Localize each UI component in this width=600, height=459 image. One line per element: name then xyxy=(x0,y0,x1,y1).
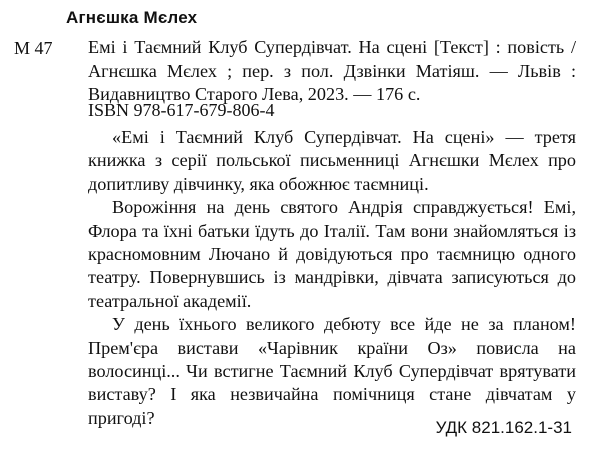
author-heading: Агнєшка Мєлех xyxy=(66,8,198,27)
isbn-number: ISBN 978-617-679-806-4 xyxy=(88,100,275,120)
bibliographic-description: Емі і Таємний Клуб Супердівчат. На сцені [Текст] : повість / Агнєшка Мєлех ; пер. з пол. Дзвінки Матіяш. — Львів : Видавництво Старого Лева, 2023. — 176 с. xyxy=(88,37,576,104)
udk-code: УДК 821.162.1-31 xyxy=(435,418,572,437)
annotation-paragraph: Ворожіння на день святого Андрія справджується! Емі, Флора та їхні батьки їдуть до Італії. Там вони знайомляться із красномовним Лючано й довідуються про таємницю одного театру. Повернувшись із мандрівки, дівчата записуються до театральної академії. xyxy=(88,197,576,311)
annotation-paragraph: У день їхнього великого дебюту все йде не за планом! Прем'єра вистави «Чарівник країни Оз» повисла на волосинці... Чи встигне Таємний Клуб Супердівчат врятувати виставу? І яка незвичайна помічниця стане дівчатам у пригоді? xyxy=(88,314,576,428)
annotation-paragraph: «Емі і Таємний Клуб Супердівчат. На сцені» — третя книжка з серії польської письменниці Агнєшки Мєлех про допитливу дівчинку, яка обожнює таємниці. xyxy=(88,127,576,194)
annotation xyxy=(88,126,576,430)
classification-code: М 47 xyxy=(14,38,53,58)
